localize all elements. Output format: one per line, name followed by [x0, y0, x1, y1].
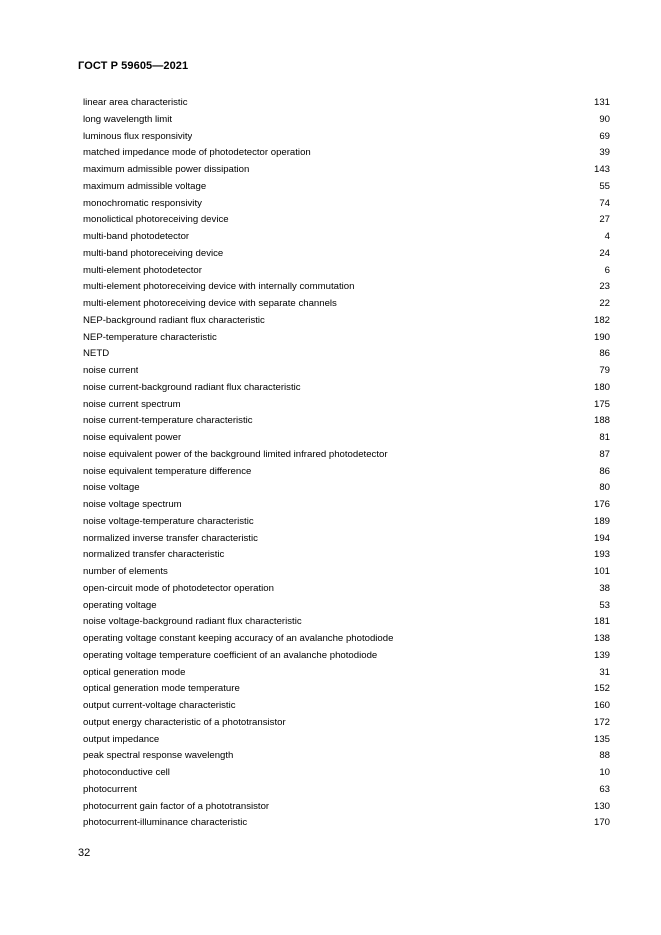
index-page-ref: 101 — [593, 566, 610, 577]
index-page-ref: 74 — [599, 197, 610, 209]
index-entry — [83, 246, 610, 263]
index-term: normalized inverse transfer characteristic — [83, 532, 258, 544]
index-entry — [83, 229, 610, 246]
index-page-ref: 172 — [593, 716, 610, 728]
index-entry — [83, 346, 610, 363]
index-term: normalized transfer characteristic — [83, 549, 225, 561]
index-term: operating voltage temperature coefficient of an avalanche photodiode — [83, 649, 378, 661]
index-page-ref: 10 — [599, 767, 610, 778]
index-entry — [83, 464, 610, 481]
index-page-ref: 170 — [593, 817, 610, 829]
index-entry — [83, 212, 610, 229]
index-term: output energy characteristic of a phototransistor — [83, 716, 286, 728]
index-term: output impedance — [83, 733, 160, 745]
index-entry — [83, 296, 610, 313]
index-term: multi-element photodetector — [83, 264, 202, 276]
index-term: multi-band photodetector — [83, 231, 190, 242]
index-term: long wavelength limit — [83, 113, 173, 125]
index-term: noise voltage-background radiant flux characteristic — [83, 616, 302, 628]
index-term: multi-element photoreceiving device with internally commutation — [83, 281, 355, 293]
index-page-ref: 63 — [599, 783, 610, 795]
index-term: NEP-background radiant flux characteristic — [83, 314, 265, 326]
page-number: 32 — [78, 847, 91, 859]
index-page-ref: 24 — [599, 247, 610, 259]
index-entry — [83, 497, 610, 514]
index-term: noise equivalent temperature difference — [83, 465, 252, 477]
index-page-ref: 190 — [593, 331, 610, 343]
index-term: noise voltage-temperature characteristic — [83, 515, 254, 527]
index-page-ref: 55 — [599, 180, 610, 192]
index-page-ref: 90 — [599, 113, 610, 125]
index-page-ref: 130 — [593, 800, 610, 812]
index-entry — [83, 732, 610, 749]
index-entry — [83, 514, 610, 531]
index-entry — [83, 95, 610, 112]
index-entry — [83, 263, 610, 280]
index-page-ref: 138 — [593, 633, 610, 644]
index-page-ref: 180 — [593, 381, 610, 393]
index-entry — [83, 748, 610, 765]
index-page-ref: 188 — [593, 415, 610, 427]
index-page-ref: 194 — [593, 532, 610, 544]
index-term: operating voltage — [83, 599, 157, 611]
index-entry — [83, 145, 610, 162]
index-entry — [83, 698, 610, 715]
index-page-ref: 143 — [593, 164, 610, 175]
index-page-ref: 6 — [604, 264, 610, 276]
index-page-ref: 53 — [599, 599, 610, 611]
index-page-ref: 38 — [599, 582, 610, 594]
index-term: noise current — [83, 365, 139, 376]
index-page-ref: 39 — [599, 147, 610, 159]
index-page-ref: 193 — [593, 549, 610, 561]
index-term: monolictical photoreceiving device — [83, 214, 229, 226]
index-page-ref: 176 — [593, 499, 610, 510]
index-term: optical generation mode temperature — [83, 683, 240, 695]
index-entry — [83, 715, 610, 732]
index-page-ref: 175 — [593, 398, 610, 410]
index-entry — [83, 648, 610, 665]
index-page-ref: 139 — [593, 649, 610, 661]
index-entry — [83, 363, 610, 380]
index-term: maximum admissible power dissipation — [83, 164, 250, 175]
index-entry — [83, 196, 610, 213]
index-page-ref: 182 — [593, 314, 610, 326]
index-term: number of elements — [83, 566, 168, 577]
index-page-ref: 81 — [599, 432, 610, 443]
index-page-ref: 86 — [599, 465, 610, 477]
index-term: linear area characteristic — [83, 97, 188, 108]
index-entry — [83, 430, 610, 447]
index-term: output current-voltage characteristic — [83, 700, 236, 711]
index-entry — [83, 413, 610, 430]
index-term: NETD — [83, 348, 110, 360]
index-entry — [83, 631, 610, 648]
index-page-ref: 135 — [593, 733, 610, 745]
index-term: photocurrent gain factor of a phototransistor — [83, 800, 270, 812]
index-entry — [83, 564, 610, 581]
index-term: NEP-temperature characteristic — [83, 331, 217, 343]
index-term: multi-band photoreceiving device — [83, 247, 224, 259]
document-header: ГОСТ Р 59605—2021 — [78, 60, 189, 72]
index-term: noise current-background radiant flux characteristic — [83, 381, 301, 393]
index-term: photocurrent — [83, 783, 137, 795]
index-page-ref: 27 — [599, 214, 610, 226]
index-entry — [83, 380, 610, 397]
index-page-ref: 160 — [593, 700, 610, 711]
index-entry — [83, 480, 610, 497]
index-page-ref: 4 — [604, 231, 610, 242]
index-list — [83, 95, 610, 832]
index-term: noise voltage — [83, 482, 140, 494]
index-page-ref: 87 — [599, 448, 610, 460]
index-page-ref: 189 — [593, 515, 610, 527]
index-entry — [83, 179, 610, 196]
index-entry — [83, 112, 610, 129]
index-page-ref: 22 — [599, 298, 610, 309]
index-entry — [83, 614, 610, 631]
index-entry — [83, 681, 610, 698]
index-term: noise equivalent power — [83, 432, 182, 443]
index-entry — [83, 447, 610, 464]
index-term: noise equivalent power of the background limited infrared photodetector — [83, 448, 388, 460]
index-term: monochromatic responsivity — [83, 197, 202, 209]
index-page-ref: 79 — [599, 365, 610, 376]
index-entry — [83, 547, 610, 564]
index-entry — [83, 815, 610, 832]
index-term: photoconductive cell — [83, 767, 170, 778]
index-term: optical generation mode — [83, 666, 186, 678]
index-term: peak spectral response wavelength — [83, 750, 234, 762]
index-term: noise voltage spectrum — [83, 499, 182, 510]
index-page-ref: 69 — [599, 130, 610, 142]
index-entry — [83, 330, 610, 347]
index-entry — [83, 581, 610, 598]
index-page-ref: 31 — [599, 666, 610, 678]
index-entry — [83, 665, 610, 682]
index-page-ref: 152 — [593, 683, 610, 695]
index-term: matched impedance mode of photodetector operation — [83, 147, 311, 159]
index-term: photocurrent-illuminance characteristic — [83, 817, 248, 829]
index-term: maximum admissible voltage — [83, 180, 207, 192]
index-entry — [83, 799, 610, 816]
index-page-ref: 131 — [593, 97, 610, 108]
index-term: operating voltage constant keeping accuracy of an avalanche photodiode — [83, 633, 394, 644]
index-entry — [83, 765, 610, 782]
index-page-ref: 23 — [599, 281, 610, 293]
index-entry — [83, 397, 610, 414]
index-page-ref: 88 — [599, 750, 610, 762]
index-term: noise current spectrum — [83, 398, 181, 410]
index-entry — [83, 162, 610, 179]
index-entry — [83, 279, 610, 296]
index-entry — [83, 313, 610, 330]
index-term: luminous flux responsivity — [83, 130, 193, 142]
index-page-ref: 181 — [593, 616, 610, 628]
index-entry — [83, 598, 610, 615]
index-entry — [83, 129, 610, 146]
index-entry — [83, 531, 610, 548]
index-entry — [83, 782, 610, 799]
index-page-ref: 86 — [599, 348, 610, 360]
index-term: noise current-temperature characteristic — [83, 415, 253, 427]
index-term: multi-element photoreceiving device with separate channels — [83, 298, 337, 309]
index-page-ref: 80 — [599, 482, 610, 494]
index-term: open-circuit mode of photodetector operation — [83, 582, 274, 594]
